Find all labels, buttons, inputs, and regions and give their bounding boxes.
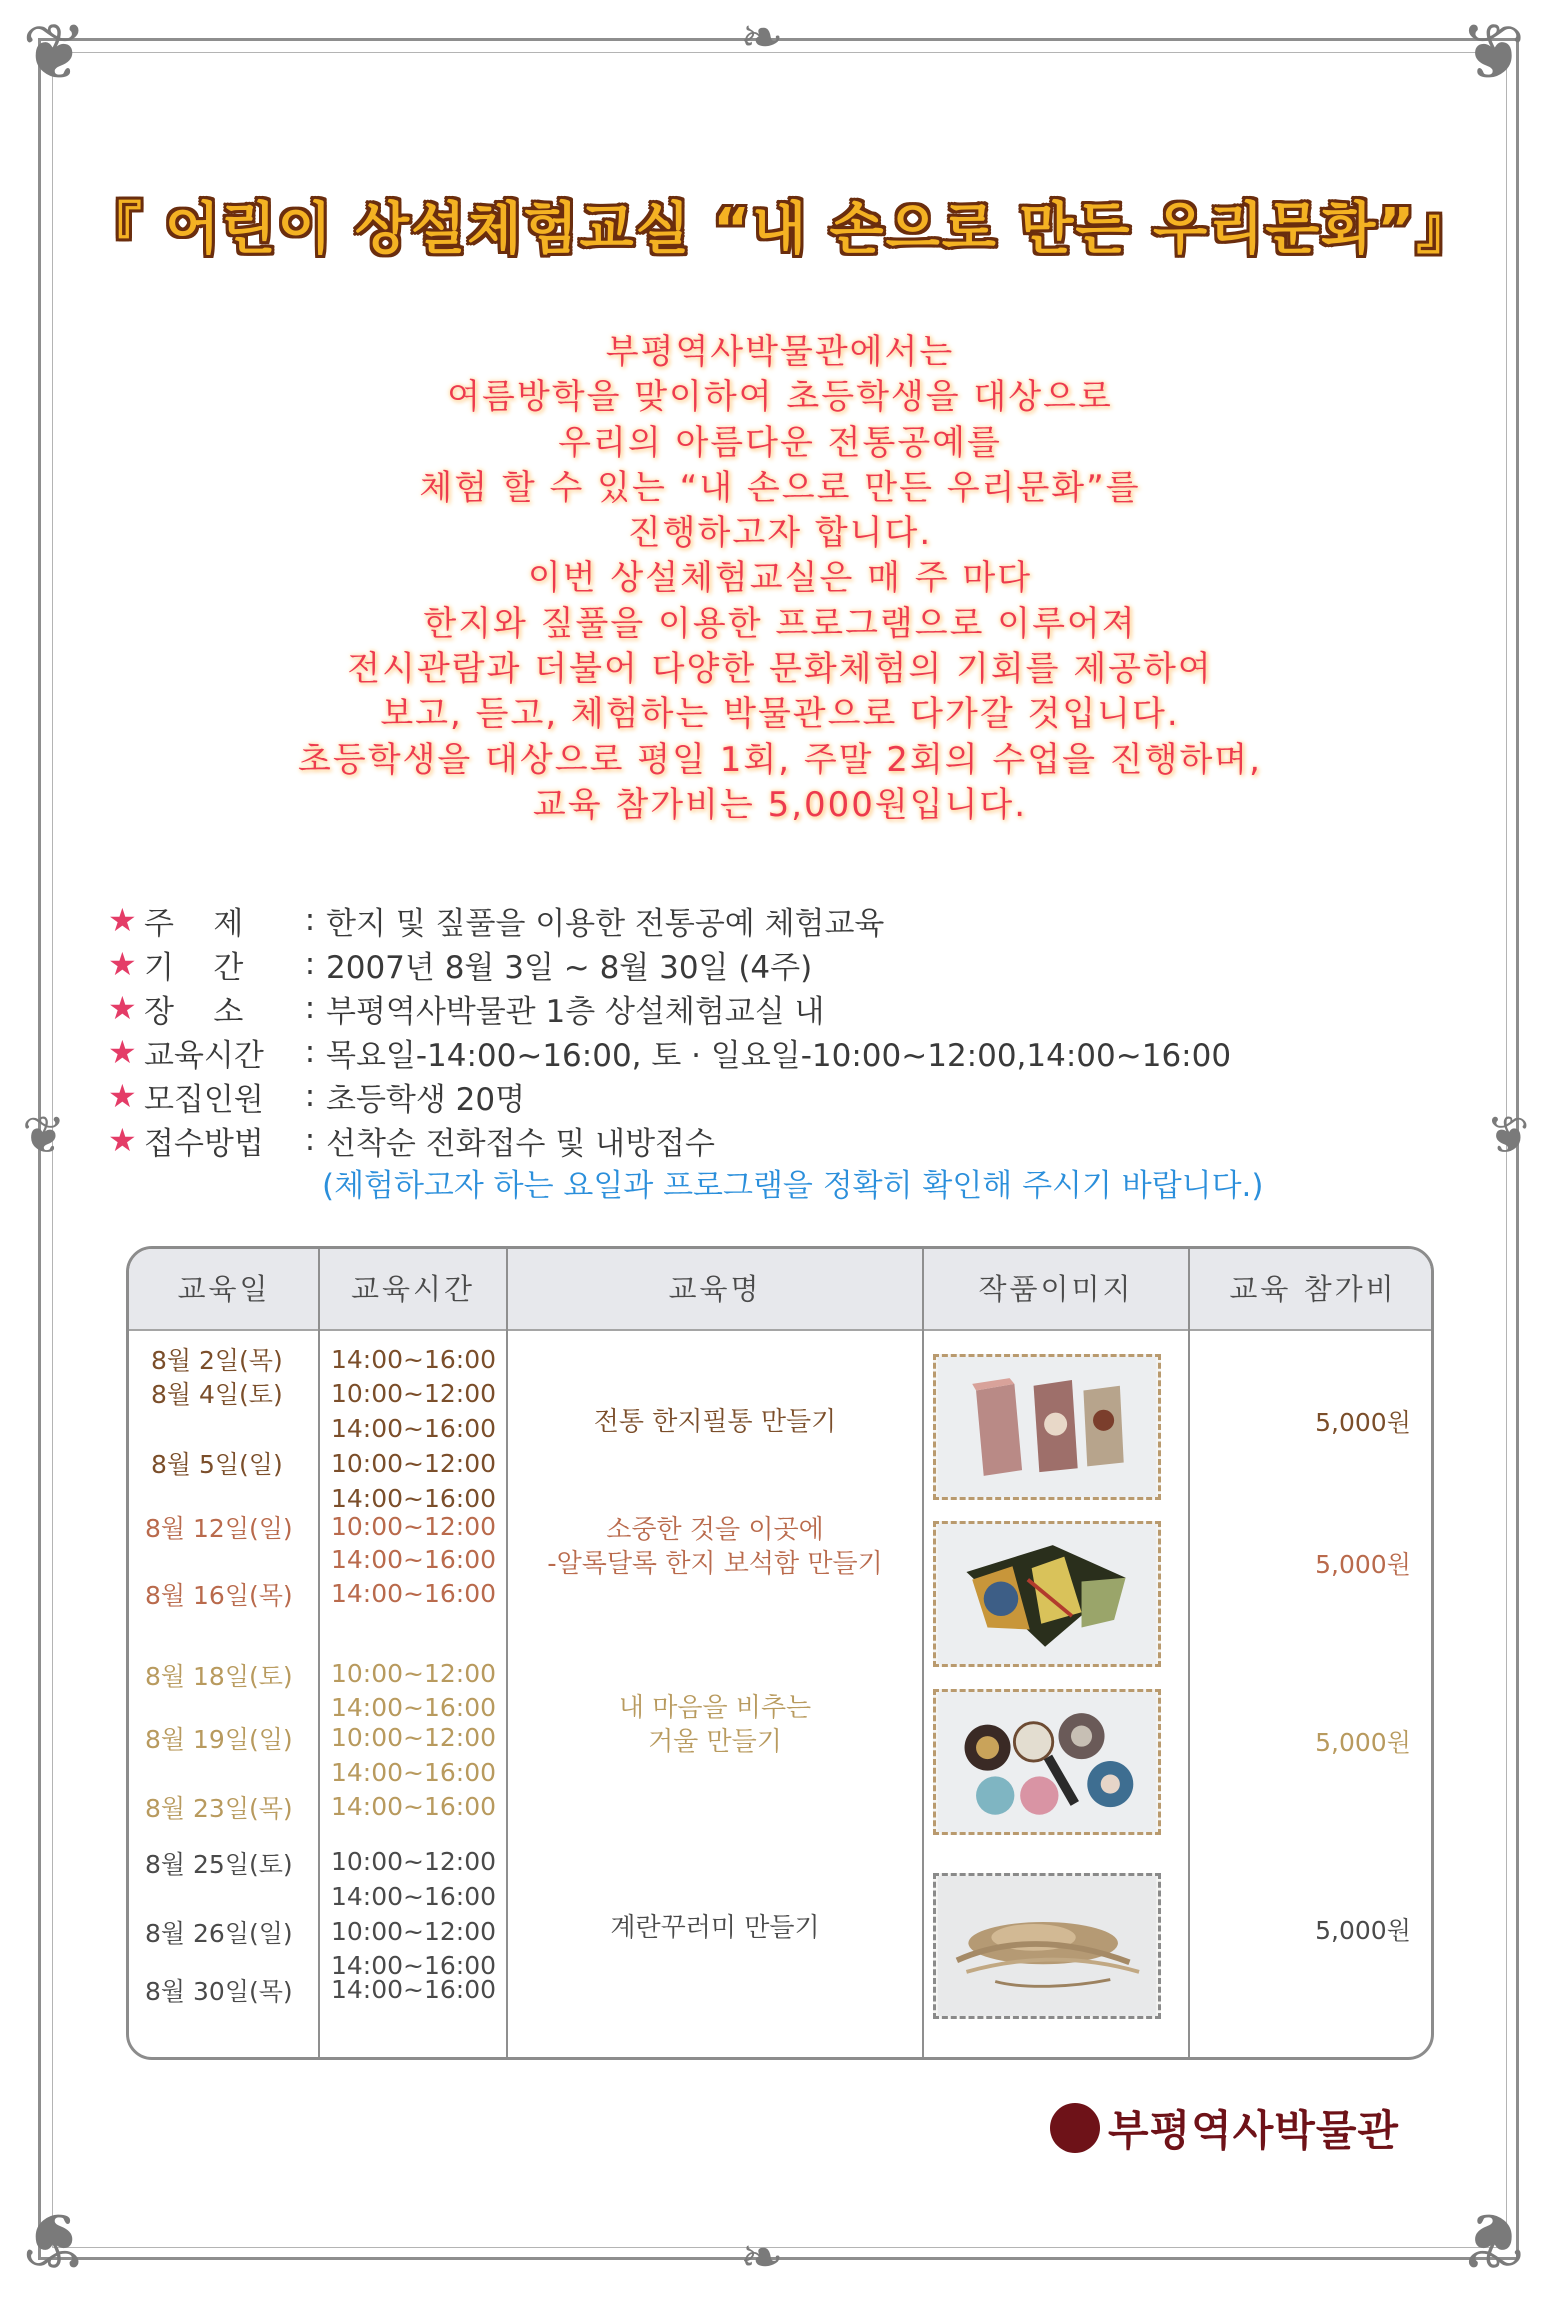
time-cell: 14:00~16:00 bbox=[331, 1579, 497, 1608]
info-colon: : bbox=[304, 1034, 316, 1070]
intro-line: 전시관람과 더불어 다양한 문화체험의 기회를 제공하여 bbox=[347, 649, 1213, 690]
info-row-registration bbox=[108, 1118, 1488, 1162]
mirror-illustration bbox=[936, 1692, 1158, 1832]
jewelry-box-image bbox=[933, 1521, 1161, 1667]
time-cell: 14:00~16:00 bbox=[331, 1792, 497, 1821]
time-cell: 14:00~16:00 bbox=[331, 1882, 497, 1911]
header-fee: 교육 참가비 bbox=[1229, 1272, 1397, 1306]
info-value: 한지 및 짚풀을 이용한 전통공예 체험교육 bbox=[326, 905, 885, 942]
info-value: 목요일-14:00~16:00, 토 · 일요일-10:00~12:00,14:00~16:00 bbox=[326, 1037, 1232, 1074]
star-icon: ★ bbox=[108, 1033, 137, 1071]
time-cell: 14:00~16:00 bbox=[331, 1345, 497, 1374]
column-divider bbox=[1188, 1249, 1190, 2057]
date-cell: 8월 19일(일) bbox=[145, 1725, 293, 1754]
time-cell: 14:00~16:00 bbox=[331, 1545, 497, 1574]
time-cell: 14:00~16:00 bbox=[331, 1975, 497, 2004]
header-date: 교육일 bbox=[177, 1272, 271, 1306]
info-value: 2007년 8월 3일 ~ 8월 30일 (4주) bbox=[326, 949, 813, 986]
time-cell: 10:00~12:00 bbox=[331, 1847, 497, 1876]
program-name-line: 거울 만들기 bbox=[648, 1727, 782, 1757]
time-cell: 14:00~16:00 bbox=[331, 1484, 497, 1513]
date-cell: 8월 5일(일) bbox=[151, 1450, 283, 1479]
corner-ornament-icon: ❦ bbox=[1460, 8, 1526, 98]
info-colon: : bbox=[304, 1122, 316, 1158]
info-colon: : bbox=[304, 946, 316, 982]
schedule-table bbox=[126, 1246, 1434, 2060]
info-list bbox=[108, 898, 1488, 1162]
intro-line: 한지와 짚풀을 이용한 프로그램으로 이루어져 bbox=[423, 603, 1137, 644]
right-middle-ornament-icon: ❦ bbox=[1486, 1106, 1530, 1166]
info-row-topic bbox=[108, 898, 1488, 942]
info-colon: : bbox=[304, 990, 316, 1026]
date-cell: 8월 16일(목) bbox=[145, 1581, 293, 1610]
program-name bbox=[507, 1691, 923, 1759]
date-cell: 8월 23일(목) bbox=[145, 1794, 293, 1823]
info-colon: : bbox=[304, 1078, 316, 1114]
intro-line: 초등학생을 대상으로 평일 1회, 주말 2회의 수업을 진행하며, bbox=[298, 739, 1262, 780]
time-cell: 14:00~16:00 bbox=[331, 1414, 497, 1443]
pencil-case-image bbox=[933, 1354, 1161, 1500]
program-name-line: 전통 한지필통 만들기 bbox=[593, 1407, 837, 1437]
date-cell: 8월 26일(일) bbox=[145, 1919, 293, 1948]
info-label: 기 간 bbox=[144, 949, 244, 986]
info-label: 주 제 bbox=[144, 905, 244, 942]
mirror-image bbox=[933, 1689, 1161, 1835]
date-cell: 8월 2일(목) bbox=[151, 1346, 283, 1375]
fee-cell: 5,000원 bbox=[1315, 1408, 1411, 1437]
time-cell: 10:00~12:00 bbox=[331, 1917, 497, 1946]
program-name bbox=[507, 1513, 923, 1581]
museum-logo bbox=[1050, 2098, 1399, 2158]
intro-line: 여름방학을 맞이하여 초등학생을 대상으로 bbox=[447, 377, 1113, 418]
fee-cell: 5,000원 bbox=[1315, 1916, 1411, 1945]
info-row-period bbox=[108, 942, 1488, 986]
info-label: 교육시간 bbox=[144, 1037, 264, 1074]
fee-cell: 5,000원 bbox=[1315, 1728, 1411, 1757]
info-label: 모집인원 bbox=[144, 1081, 264, 1118]
corner-ornament-icon: ❦ bbox=[22, 8, 88, 98]
program-name-line: -알록달록 한지 보석함 만들기 bbox=[547, 1549, 883, 1579]
program-name-line: 소중한 것을 이곳에 bbox=[606, 1515, 824, 1545]
date-cell: 8월 4일(토) bbox=[151, 1380, 283, 1409]
date-cell: 8월 18일(토) bbox=[145, 1662, 293, 1691]
date-cell: 8월 30일(목) bbox=[145, 1977, 293, 2006]
info-row-schedule bbox=[108, 1030, 1488, 1074]
corner-ornament-icon: ❦ bbox=[1460, 2194, 1526, 2284]
intro-line: 부평역사박물관에서는 bbox=[605, 332, 955, 372]
top-center-ornament-icon: ❧ bbox=[740, 8, 784, 68]
museum-logo-text: 부평역사박물관 bbox=[1108, 2106, 1400, 2155]
time-cell: 14:00~16:00 bbox=[331, 1693, 497, 1722]
program-name bbox=[507, 1911, 923, 1945]
time-cell: 10:00~12:00 bbox=[331, 1723, 497, 1752]
time-cell: 10:00~12:00 bbox=[331, 1449, 497, 1478]
info-colon: : bbox=[304, 902, 316, 938]
egg-basket-illustration bbox=[936, 1876, 1158, 2016]
star-icon: ★ bbox=[108, 901, 137, 939]
star-icon: ★ bbox=[108, 945, 137, 983]
intro-line: 보고, 듣고, 체험하는 박물관으로 다가갈 것입니다. bbox=[380, 694, 1180, 735]
egg-basket-image bbox=[933, 1873, 1161, 2019]
jewelry-box-illustration bbox=[936, 1524, 1158, 1664]
info-row-location bbox=[108, 986, 1488, 1030]
museum-emblem-icon bbox=[1050, 2103, 1100, 2153]
program-name-line: 내 마음을 비추는 bbox=[618, 1693, 812, 1723]
intro-line: 우리의 아름다운 전통공예를 bbox=[558, 422, 1002, 463]
info-value: 부평역사박물관 1층 상설체험교실 내 bbox=[326, 993, 825, 1030]
info-row-capacity bbox=[108, 1074, 1488, 1118]
header-image: 작품이미지 bbox=[978, 1272, 1134, 1306]
program-name bbox=[507, 1405, 923, 1439]
info-label: 장 소 bbox=[144, 993, 244, 1030]
table-header-row bbox=[129, 1249, 1431, 1331]
fee-cell: 5,000원 bbox=[1315, 1550, 1411, 1579]
page-title: 『 어린이 상설체험교실 “내 손으로 만든 우리문화”』 bbox=[85, 197, 1475, 262]
time-cell: 10:00~12:00 bbox=[331, 1512, 497, 1541]
star-icon: ★ bbox=[108, 1121, 137, 1159]
info-label: 접수방법 bbox=[144, 1125, 264, 1162]
info-value: 선착순 전화접수 및 내방접수 bbox=[326, 1125, 715, 1162]
intro-line: 진행하고자 합니다. bbox=[627, 513, 933, 554]
intro-line: 체험 할 수 있는 “내 손으로 만든 우리문화”를 bbox=[419, 467, 1141, 508]
info-value: 초등학생 20명 bbox=[326, 1081, 526, 1118]
time-cell: 10:00~12:00 bbox=[331, 1379, 497, 1408]
bottom-center-ornament-icon: ❧ bbox=[740, 2228, 784, 2288]
star-icon: ★ bbox=[108, 1077, 137, 1115]
intro-line: 이번 상설체험교실은 매 주 마다 bbox=[527, 558, 1033, 599]
program-name-line: 계란꾸러미 만들기 bbox=[610, 1913, 820, 1943]
header-program: 교육명 bbox=[668, 1272, 762, 1306]
pencil-case-illustration bbox=[936, 1357, 1158, 1497]
info-note: (체험하고자 하는 요일과 프로그램을 정확히 확인해 주시기 바랍니다.) bbox=[322, 1168, 1264, 1204]
time-cell: 10:00~12:00 bbox=[331, 1659, 497, 1688]
corner-ornament-icon: ❦ bbox=[22, 2194, 88, 2284]
date-cell: 8월 25일(토) bbox=[145, 1850, 293, 1879]
time-cell: 14:00~16:00 bbox=[331, 1951, 497, 1980]
date-cell: 8월 12일(일) bbox=[145, 1514, 293, 1543]
time-cell: 14:00~16:00 bbox=[331, 1758, 497, 1787]
intro-paragraph bbox=[80, 330, 1480, 828]
header-time: 교육시간 bbox=[350, 1272, 476, 1306]
left-middle-ornament-icon: ❦ bbox=[22, 1106, 66, 1166]
column-divider bbox=[318, 1249, 320, 2057]
intro-line: 교육 참가비는 5,000원입니다. bbox=[532, 784, 1028, 825]
star-icon: ★ bbox=[108, 989, 137, 1027]
